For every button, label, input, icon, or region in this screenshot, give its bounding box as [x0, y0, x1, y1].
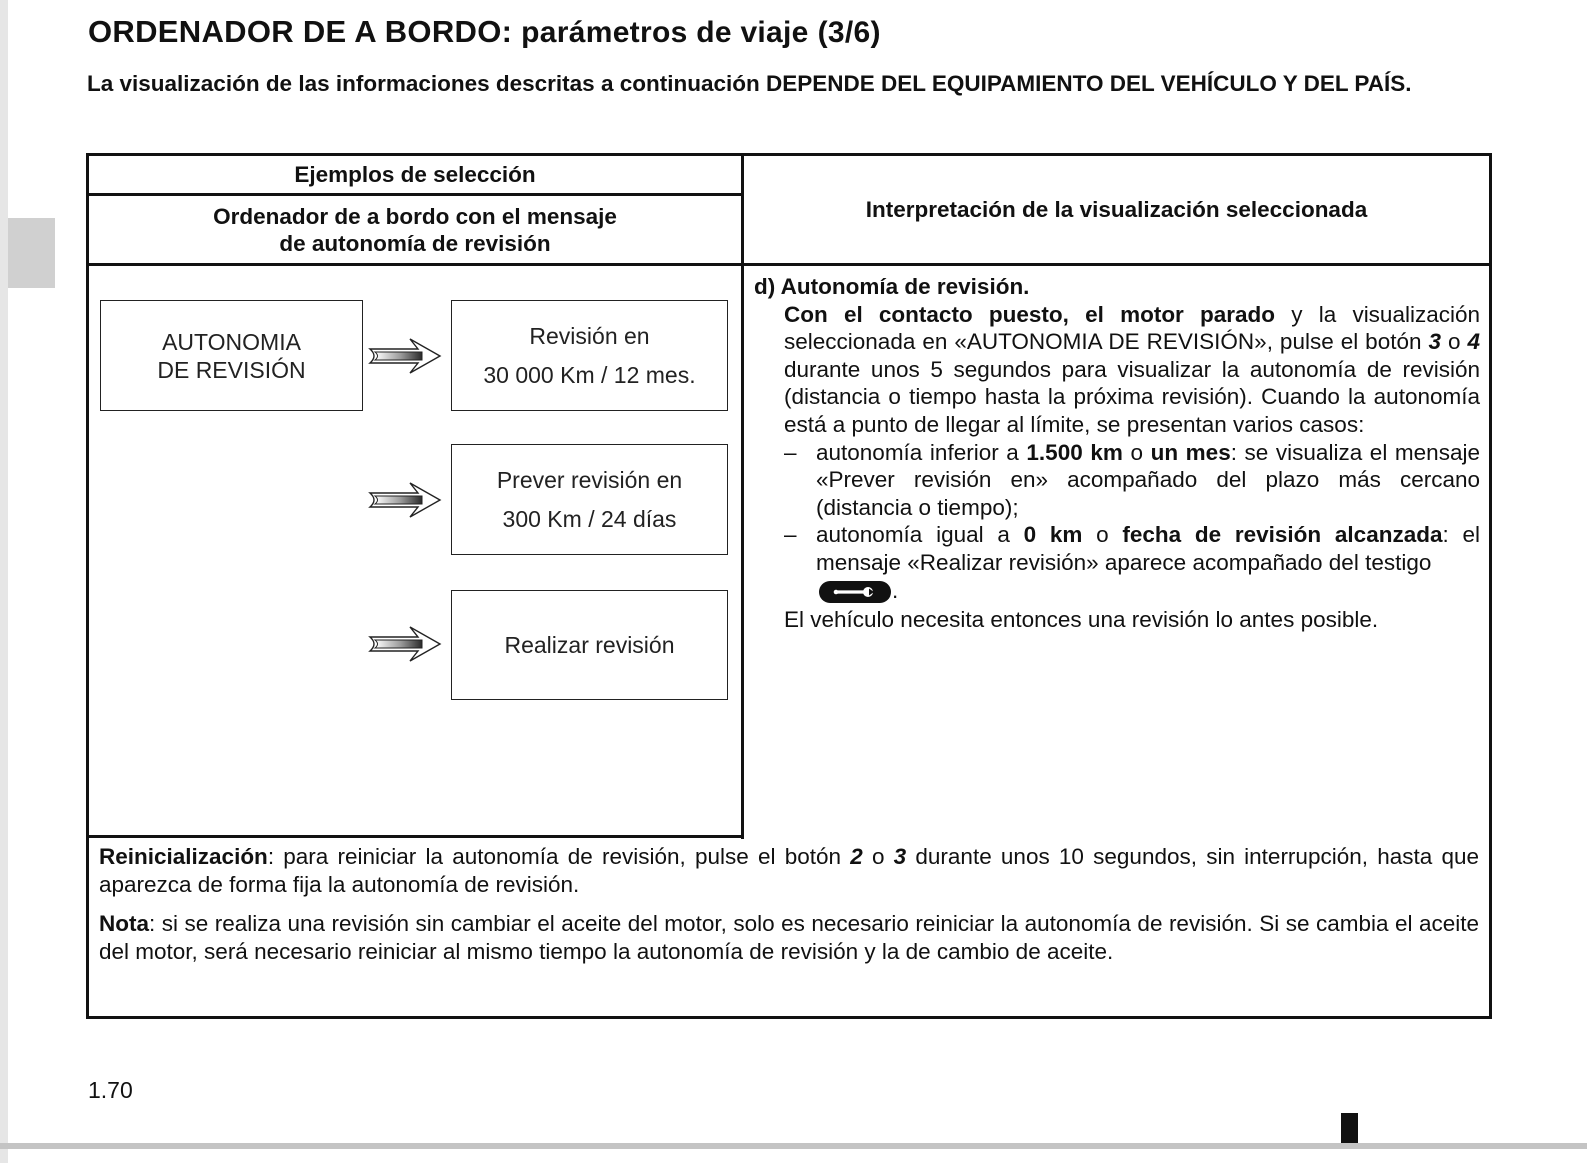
display-revision-line1: Revisión en — [529, 322, 650, 349]
list-item — [784, 439, 1480, 522]
item2-text-f: . — [892, 577, 899, 603]
interp-p1-text-c: durante unos 5 segundos para visualizar la autonomía de revisión (distancia o tiempo hasta la próxima revisión). Cuando la autonomía está a punto de llegar al límite, se presentan varios casos: — [784, 356, 1480, 437]
display-realizar-text: Realizar revisión — [504, 631, 675, 658]
title-main: ORDENADOR DE A BORDO: — [88, 14, 513, 49]
double-outline-arrow-right-icon — [368, 623, 442, 665]
reset-paragraph — [99, 843, 1479, 898]
page-crop-mark — [1341, 1113, 1358, 1143]
table-left-cell-bottom-rule — [86, 835, 744, 838]
interpretation-paragraph — [784, 301, 1480, 439]
header-computer-line1: Ordenador de a bordo con el mensaje — [213, 203, 617, 229]
item1-text-c: o — [1122, 439, 1151, 465]
header-examples: Ejemplos de selección — [294, 161, 536, 187]
interpretation-heading: d) Autonomía de revisión. — [754, 274, 1030, 299]
note-text: : si se realiza una revisión sin cambiar el aceite del motor, solo es necesario reiniciar la autonomía de revisión. Si se cambia el aceite del motor, será necesario reiniciar al mismo tiempo la autonomía de revisión y la de cambio de aceite. — [99, 911, 1479, 964]
display-autonomia-line1: AUTONOMIA — [162, 328, 301, 355]
display-revision — [451, 300, 728, 411]
list-item-text — [816, 521, 1480, 604]
item2-text-c: o — [1082, 522, 1123, 548]
display-prever — [451, 444, 728, 555]
dash-bullet: – — [784, 522, 797, 548]
reset-label: Reinicialización — [99, 844, 268, 869]
interpretation-text — [754, 273, 1480, 634]
wrench-warning-lamp-icon — [818, 580, 892, 604]
item2-km: 0 km — [1023, 522, 1083, 548]
reset-text-a: : para reiniciar la autonomía de revisión, pulse el botón — [267, 844, 851, 869]
display-autonomia — [100, 300, 363, 411]
item2-text-a: autonomía igual a — [816, 522, 1024, 548]
interpretation-body — [784, 301, 1480, 634]
display-prever-line1: Prever revisión en — [496, 466, 683, 493]
note-paragraph — [99, 910, 1479, 965]
item1-month: un mes — [1150, 439, 1231, 465]
page-number: 1.70 — [88, 1077, 133, 1103]
button-number-3: 3 — [1428, 329, 1441, 355]
page-bottom-line — [0, 1143, 1587, 1149]
item1-text-e: : se visualiza el mensaje «Prever revisión en» acompañado del plazo más cercano (distancia o tiempo); — [816, 439, 1480, 520]
bottom-notes — [99, 843, 1479, 977]
list-item — [784, 521, 1480, 604]
display-realizar — [451, 590, 728, 700]
title-part: (3/6) — [817, 16, 881, 49]
interpretation-closing: El vehículo necesita entonces una revisión lo antes posible. — [784, 607, 1379, 633]
interp-p1-bold: Con el contacto puesto, el motor parado — [784, 301, 1276, 327]
chapter-tab-marker — [8, 218, 55, 288]
table-header-bottom-rule — [86, 263, 1492, 266]
header-interpretation: Interpretación de la visualización seleccionada — [865, 196, 1368, 222]
header-computer — [89, 196, 741, 263]
display-prever-line2: 300 Km / 24 días — [502, 505, 677, 532]
dash-bullet: – — [784, 439, 797, 465]
page-left-strip — [0, 0, 8, 1163]
list-item-text — [816, 439, 1480, 522]
reset-text-c: durante unos 10 segundos, sin interrupción, hasta que aparezca de forma fija la autonomía de revisión. — [99, 844, 1479, 897]
interp-p1-text-a: y la visualización seleccionada en «AUTONOMIA DE REVISIÓN», pulse el botón — [784, 301, 1481, 355]
header-computer-line2: de autonomía de revisión — [279, 230, 551, 256]
item1-km: 1.500 km — [1026, 439, 1123, 465]
item2-date: fecha de revisión alcanzada — [1122, 522, 1443, 548]
double-outline-arrow-right-icon — [368, 479, 442, 521]
item2-text-e: : el mensaje «Realizar revisión» aparece acompañado del testigo — [816, 522, 1480, 575]
reset-text-b: o — [862, 844, 894, 869]
note-label: Nota — [99, 911, 149, 937]
page-subtitle: La visualización de las informaciones descritas a continuación DEPENDE DEL EQUIPAMIENTO DEL VEHÍCULO Y DEL PAÍS. — [87, 71, 1412, 96]
display-revision-line2: 30 000 Km / 12 mes. — [483, 361, 696, 388]
button-number-2: 2 — [850, 844, 863, 869]
item1-text-a: autonomía inferior a — [816, 439, 1027, 465]
double-outline-arrow-right-icon — [368, 335, 442, 377]
interp-p1-text-b: o — [1441, 329, 1468, 355]
button-number-4: 4 — [1467, 329, 1480, 355]
button-number-3: 3 — [893, 844, 907, 869]
display-autonomia-line2: DE REVISIÓN — [157, 356, 306, 383]
title-sub: parámetros de viaje — [521, 16, 809, 49]
page-title — [88, 14, 881, 50]
